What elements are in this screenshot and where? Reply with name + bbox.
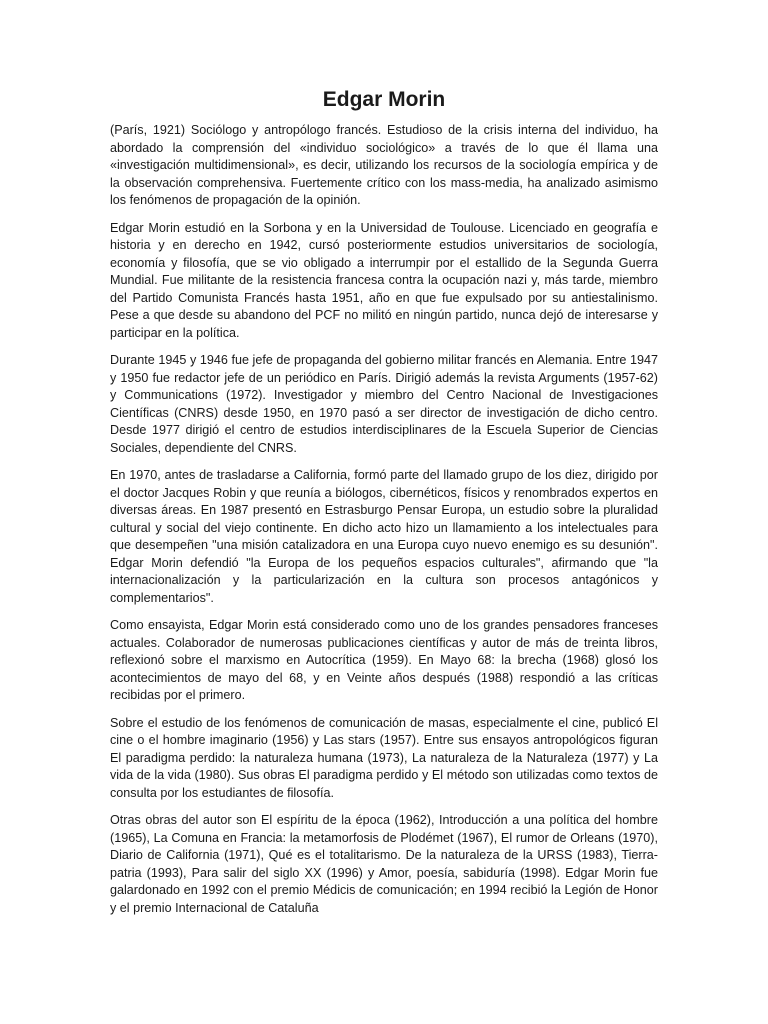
paragraph-group-of-ten: En 1970, antes de trasladarse a California, formó parte del llamado grupo de los diez, dirigido por el doctor Jacques Robin y que reunía a biólogos, cibernéticos, físicos y renombrados expertos en diversas áreas. En 1987 presentó en Estrasburgo Pensar Europa, un estudio sobre la pluralidad cultural y social del viejo continente. En dicho acto hizo un llamamiento a los intelectuales para que desempeñen "una misión catalizadora en una Europa cuyo nuevo enemigo es su desunión". Edgar Morin defendió "la Europa de los pequeños espacios culturales", afirmando que "la internacionalización y la particularización en la cultura son procesos antagónicos y complementarios". [110, 468, 658, 605]
paragraph-mass-communication: Sobre el estudio de los fenómenos de comunicación de masas, especialmente el cine, publicó El cine o el hombre imaginario (1956) y Las stars (1957). Entre sus ensayos antropológicos figuran El paradigma perdido: la naturaleza humana (1973), La naturaleza de la Naturaleza (1977) y La vida de la vida (1980). Sus obras El paradigma perdido y El método son utilizadas como textos de consulta por los estudiantes de filosofía. [110, 715, 658, 800]
paragraph-career: Durante 1945 y 1946 fue jefe de propaganda del gobierno militar francés en Alemania. Entre 1947 y 1950 fue redactor jefe de un periódico en París. Dirigió además la revista Arguments (1957-62) y Communications (1972). Investigador y miembro del Centro Nacional de Investigaciones Científicas (CNRS) desde 1950, en 1970 pasó a ser director de investigación de dicho centro. Desde 1977 dirigió el centro de estudios interdisciplinares de la Escuela Superior de Ciencias Sociales, dependiente del CNRS. [110, 353, 658, 455]
paragraph-other-works: Otras obras del autor son El espíritu de la época (1962), Introducción a una política del hombre (1965), La Comuna en Francia: la metamorfosis de Plodémet (1967), El rumor de Orleans (1970), Diario de California (1971), Qué es el totalitarismo. De la naturaleza de la URSS (1983), Tierra-patria (1993), Para salir del siglo XX (1996) y Amor, poesía, sabiduría (1998). Edgar Morin fue galardonado en 1992 con el premio Médicis de comunicación; en 1994 recibió la Legión de Honor y el premio Internacional de Cataluña [110, 813, 658, 915]
paragraph-essayist: Como ensayista, Edgar Morin está considerado como uno de los grandes pensadores franceses actuales. Colaborador de numerosas publicaciones científicas y autor de más de treinta libros, reflexionó sobre el marxismo en Autocrítica (1959). En Mayo 68: la brecha (1968) glosó los acontecimientos de mayo del 68, y en Veinte años después (1988) respondió a las críticas recibidas por el primero. [110, 618, 658, 702]
paragraph-education: Edgar Morin estudió en la Sorbona y en la Universidad de Toulouse. Licenciado en geografía e historia y en derecho en 1942, cursó posteriormente estudios universitarios de sociología, economía y filosofía, que se vio obligado a interrumpir por el estallido de la Segunda Guerra Mundial. Fue militante de la resistencia francesa contra la ocupación nazi y, más tarde, miembro del Partido Comunista Francés hasta 1951, año en que fue expulsado por su antiestalinismo. Pese a que desde su abandono del PCF no militó en ningún partido, nunca dejó de interesarse y participar en la política. [110, 220, 658, 340]
document-title: Edgar Morin [322, 88, 446, 111]
paragraph-intro: (París, 1921) Sociólogo y antropólogo francés. Estudioso de la crisis interna del individuo, ha abordado la comprensión del «individuo sociológico» a través de lo que él llama una «investigación multidimensional», es decir, utilizando los recursos de la sociología empírica y de la observación comprehensiva. Fuertemente crítico con los mass-media, ha analizado asimismo los fenómenos de propagación de la opinión. [110, 123, 658, 207]
document-body [110, 122, 658, 927]
